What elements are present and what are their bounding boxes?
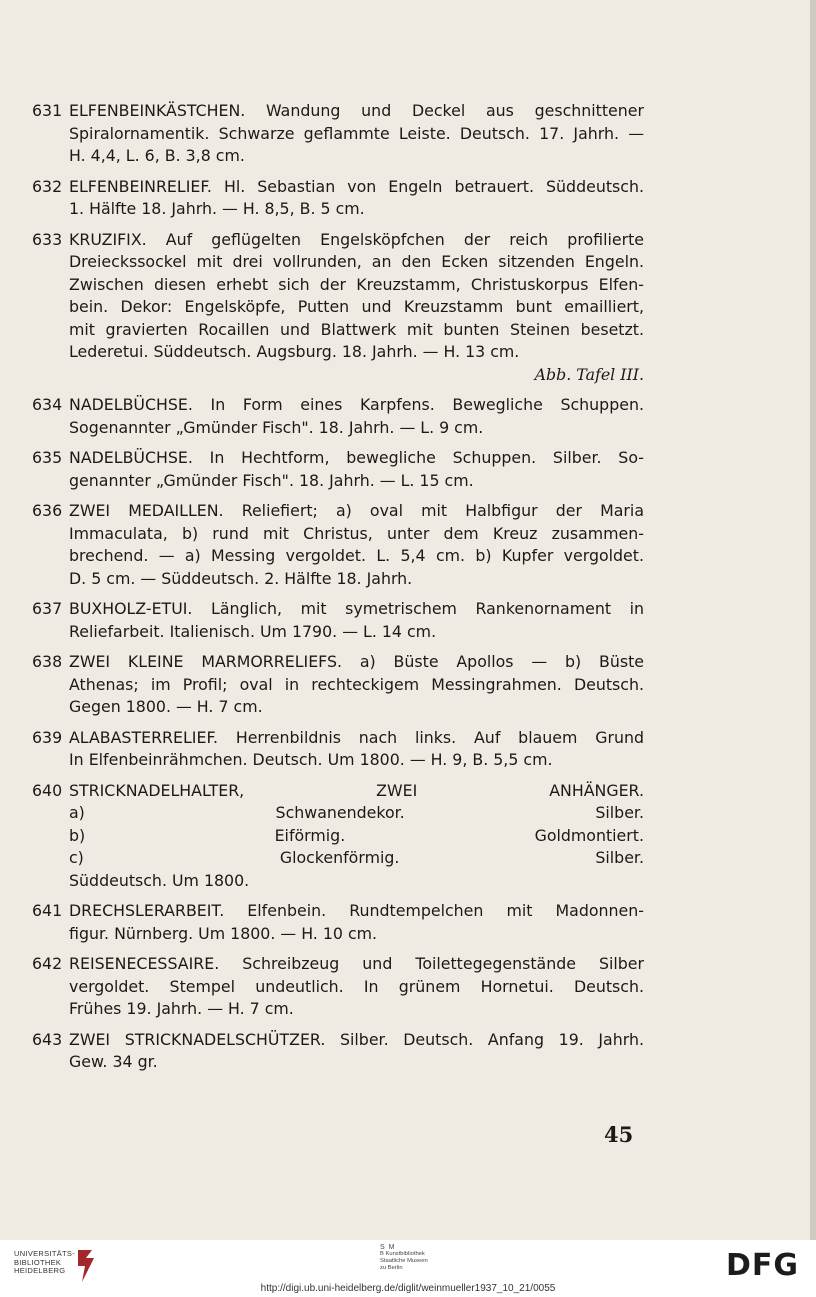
entry-line: NADELBÜCHSE. In Form eines Karpfens. Bewegliche Schuppen. [69,395,644,414]
catalog-entry [32,651,644,719]
entry-line: KRUZIFIX. Auf geflügelten Engelsköpfchen der reich profilierte [69,229,644,249]
page-edge [810,0,816,1240]
entry-line: REISENECESSAIRE. Schreibzeug und Toilettegegenstände Silber [69,954,644,973]
entry-number: 639 [32,727,63,747]
plate-reference: Abb. Tafel III. [534,364,644,384]
entry-line: Spiralornamentik. Schwarze geflammte Leiste. Deutsch. 17. Jahrh. — [69,123,644,143]
entry-number: 640 [32,780,63,800]
source-url[interactable]: http://digi.ub.uni-heidelberg.de/diglit/weinmueller1937_10_21/0055 [260,1283,556,1294]
entry-line: Gew. 34 gr. [69,1052,158,1071]
entry-line: Frühes 19. Jahrh. — H. 7 cm. [69,999,294,1018]
entry-number: 643 [32,1029,63,1049]
entry-line: NADELBÜCHSE. In Hechtform, bewegliche Schuppen. Silber. So- [69,448,644,467]
catalog-entry [32,780,644,893]
entry-line: Immaculata, b) rund mit Christus, unter dem Kreuz zusammen- [69,523,644,543]
entry-line: Dreieckssockel mit drei vollrunden, an den Ecken sitzenden Engeln. [69,252,644,271]
entry-number: 632 [32,176,63,196]
entry-line: Süddeutsch. Um 1800. [69,870,250,890]
entry-line: Reliefarbeit. Italienisch. Um 1790. — L. 14 cm. [69,621,437,641]
entry-line: 1. Hälfte 18. Jahrh. — H. 8,5, B. 5 cm. [69,199,365,218]
catalog-entry [32,394,644,439]
entry-line: genannter „Gmünder Fisch". 18. Jahrh. — L. 15 cm. [69,470,474,490]
entry-number: 642 [32,954,63,973]
entry-line: ELFENBEINKÄSTCHEN. Wandung und Deckel aus geschnittener [69,101,644,120]
entry-line: ELFENBEINRELIEF. Hl. Sebastian von Engeln betrauert. Süddeutsch. [69,176,644,196]
catalog-entry [32,1029,644,1074]
uni-seal-icon [74,1248,100,1284]
entry-line: Lederetui. Süddeutsch. Augsburg. 18. Jahrh. — H. 13 cm. [69,342,520,361]
entry-number: 633 [32,229,63,249]
entry-line: Zwischen diesen erhebt sich der Kreuzstamm, Christuskorpus Elfen- [69,274,644,294]
catalog-entry [32,176,644,221]
entry-number: 636 [32,501,63,520]
entry-line: brechend. — a) Messing vergoldet. L. 5,4 cm. b) Kupfer vergoldet. [69,546,644,565]
entry-line: H. 4,4, L. 6, B. 3,8 cm. [69,146,245,165]
entry-line: STRICKNADELHALTER, ZWEI ANHÄNGER. [69,780,644,800]
entry-line: bein. Dekor: Engelsköpfe, Putten und Kreuzstamm bunt emailliert, [69,297,644,316]
catalog-entry [32,598,644,643]
entry-line: a) Schwanendekor. Silber. [69,803,644,822]
entry-line: figur. Nürnberg. Um 1800. — H. 10 cm. [69,923,378,943]
entry-number: 638 [32,652,63,671]
entry-line: ALABASTERRELIEF. Herrenbildnis nach links. Auf blauem Grund [69,727,644,747]
footer-bar [0,1240,816,1297]
entry-number: 634 [32,395,63,414]
entry-number: 631 [32,101,63,120]
entry-line: ZWEI STRICKNADELSCHÜTZER. Silber. Deutsch. Anfang 19. Jahrh. [69,1029,644,1049]
dfg-logo[interactable]: DFG [726,1248,800,1283]
catalog-entry [32,953,644,1021]
uni-logo-text: UNIVERSITÄTS- BIBLIOTHEK HEIDELBERG [14,1249,75,1275]
entry-line: D. 5 cm. — Süddeutsch. 2. Hälfte 18. Jahrh. [69,568,413,588]
catalog-entry [32,229,644,387]
entry-line: DRECHSLERARBEIT. Elfenbein. Rundtempelchen mit Madonnen- [69,901,644,920]
catalog-entry [32,727,644,772]
page-number: 45 [604,1122,634,1147]
catalog-entry [32,100,644,168]
entry-line: ZWEI MEDAILLEN. Reliefiert; a) oval mit Halbfigur der Maria [69,501,644,520]
entry-line: b) Eiförmig. Goldmontiert. [69,825,644,845]
entry-number: 637 [32,599,63,618]
catalog-entries [32,100,644,1082]
entry-line: Gegen 1800. — H. 7 cm. [69,697,263,716]
entry-line: ZWEI KLEINE MARMORRELIEFS. a) Büste Apollos — b) Büste [69,652,644,671]
entry-line: Sogenannter „Gmünder Fisch". 18. Jahrh. — L. 9 cm. [69,417,484,437]
entry-line: BUXHOLZ-ETUI. Länglich, mit symetrischem Rankenornament in [69,599,644,618]
entry-line: mit gravierten Rocaillen und Blattwerk mit bunten Steinen besetzt. [69,319,644,339]
entry-line: c) Glockenförmig. Silber. [69,848,644,867]
entry-number: 635 [32,448,63,467]
entry-line: In Elfenbeinrähmchen. Deutsch. Um 1800. — H. 9, B. 5,5 cm. [69,750,553,769]
smb-logo[interactable]: S M B Kunstbibliothek Staatliche Museen zu Berlin [380,1244,428,1271]
catalog-entry [32,900,644,945]
entry-number: 641 [32,901,63,920]
uni-heidelberg-logo[interactable] [14,1248,104,1284]
entry-line: vergoldet. Stempel undeutlich. In grünem Hornetui. Deutsch. [69,976,644,996]
entry-line: Athenas; im Profil; oval in rechteckigem Messingrahmen. Deutsch. [69,674,644,694]
catalog-entry [32,500,644,590]
catalog-entry [32,447,644,492]
